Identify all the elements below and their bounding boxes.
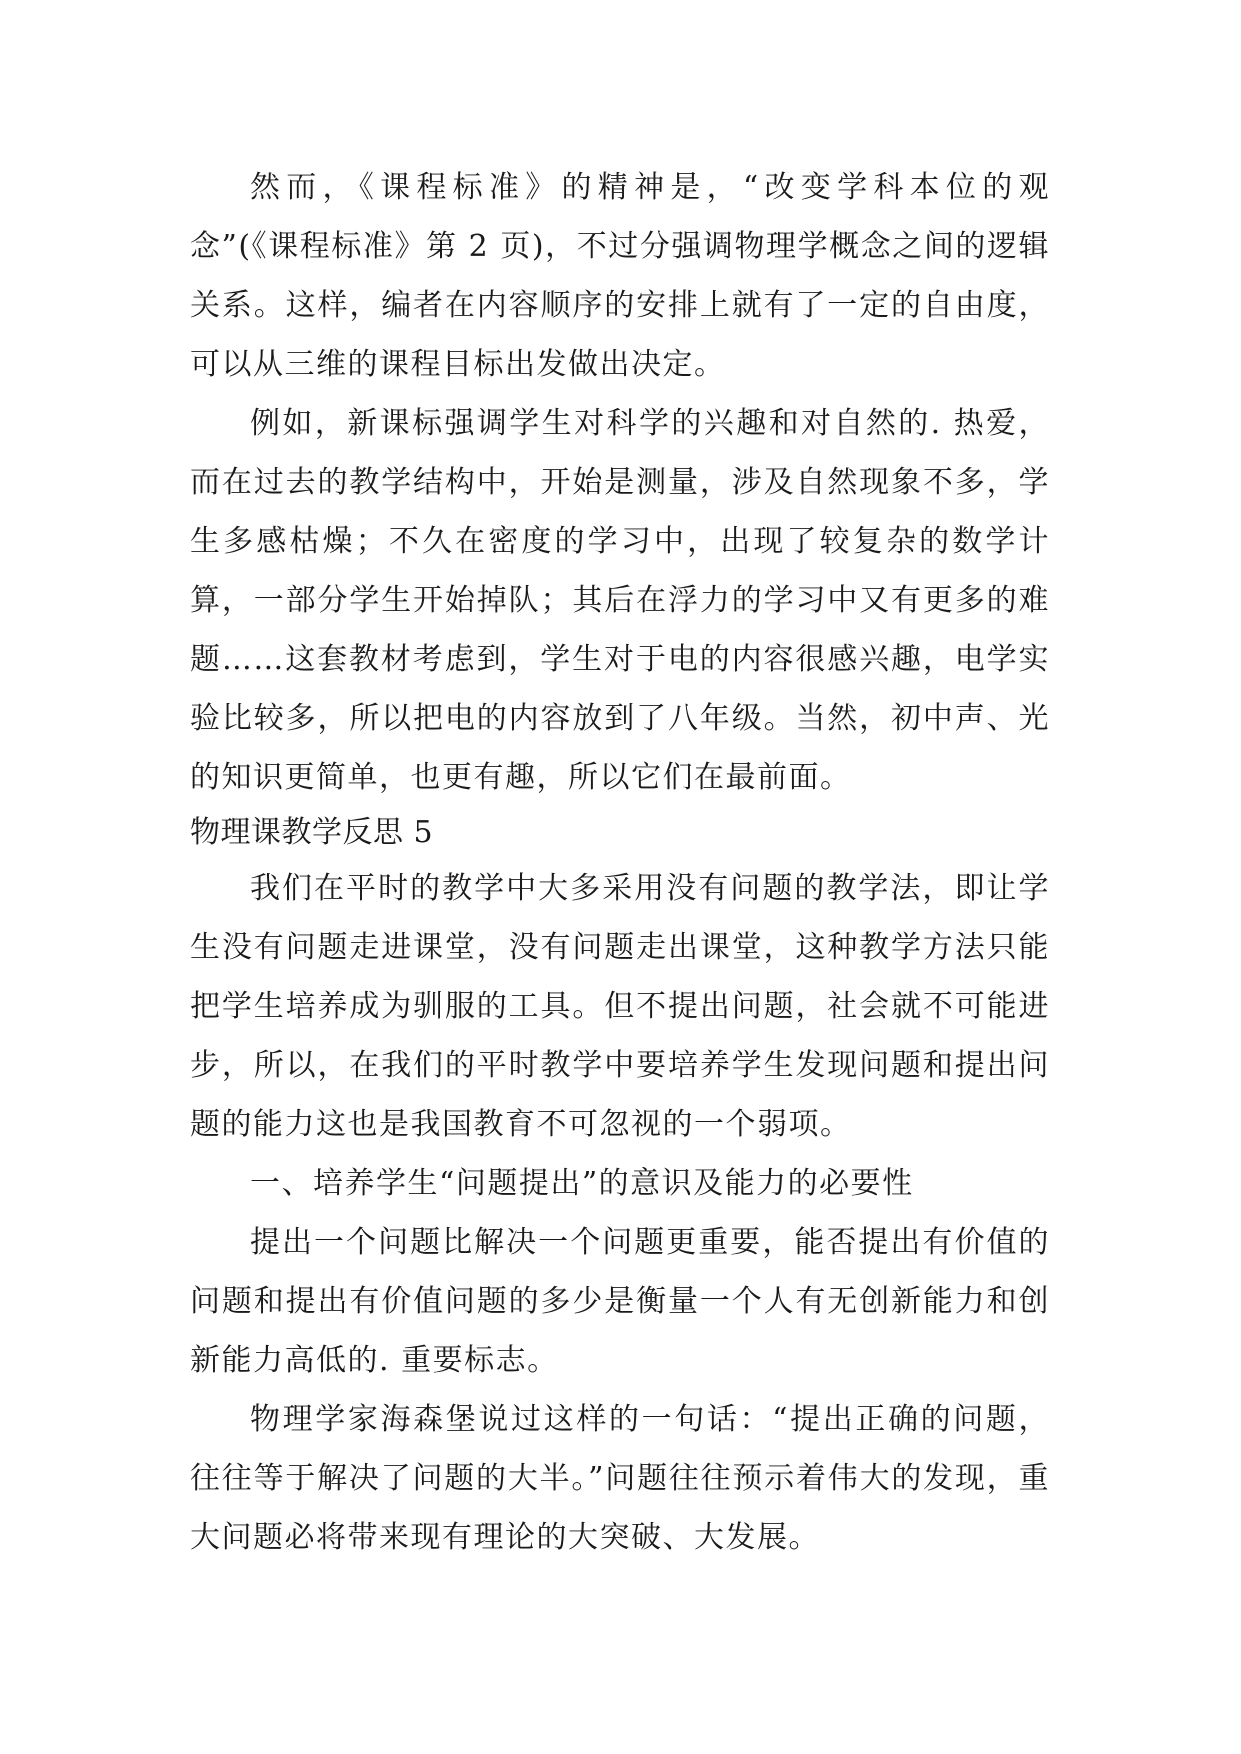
paragraph-no-question-teaching: 我们在平时的教学中大多采用没有问题的教学法，即让学生没有问题走进课堂，没有问题走出课堂，这种教学方法只能把学生培养成为驯服的工具。但不提出问题，社会就不可能进步，所以，在我们的平时教学中要培养学生发现问题和提出问题的能力这也是我国教育不可忽视的一个弱项。 [190,871,1050,1142]
document-body [190,158,1050,1567]
paragraph-curriculum-standard: 然而，《课程标准》的精神是，“改变学科本位的观念”(《课程标准》第 2 页)，不过分强调物理学概念之间的逻辑关系。这样，编者在内容顺序的安排上就有了一定的自由度，可以从三维的课程目标出发做出决定。 [190,170,1050,382]
section-heading: 物理课教学反思 5 [190,815,434,850]
paragraph-example-new-standard: 例如，新课标强调学生对科学的兴趣和对自然的. 热爱，而在过去的教学结构中，开始是测量，涉及自然现象不多，学生多感枯燥；不久在密度的学习中，出现了较复杂的数学计算，一部分学生开始掉队；其后在浮力的学习中又有更多的难题……这套教材考虑到，学生对于电的内容很感兴趣，电学实验比较多，所以把电的内容放到了八年级。当然，初中声、光的知识更简单，也更有趣，所以它们在最前面。 [190,406,1050,795]
paragraph-heisenberg-quote: 物理学家海森堡说过这样的一句话：“提出正确的问题，往往等于解决了问题的大半。”问题往往预示着伟大的发现，重大问题必将带来现有理论的大突破、大发展。 [190,1402,1050,1555]
paragraph-asking-questions: 提出一个问题比解决一个问题更重要，能否提出有价值的问题和提出有价值问题的多少是衡量一个人有无创新能力和创新能力高低的. 重要标志。 [190,1225,1050,1378]
subheading-necessity: 一、培养学生“问题提出”的意识及能力的必要性 [250,1166,914,1201]
